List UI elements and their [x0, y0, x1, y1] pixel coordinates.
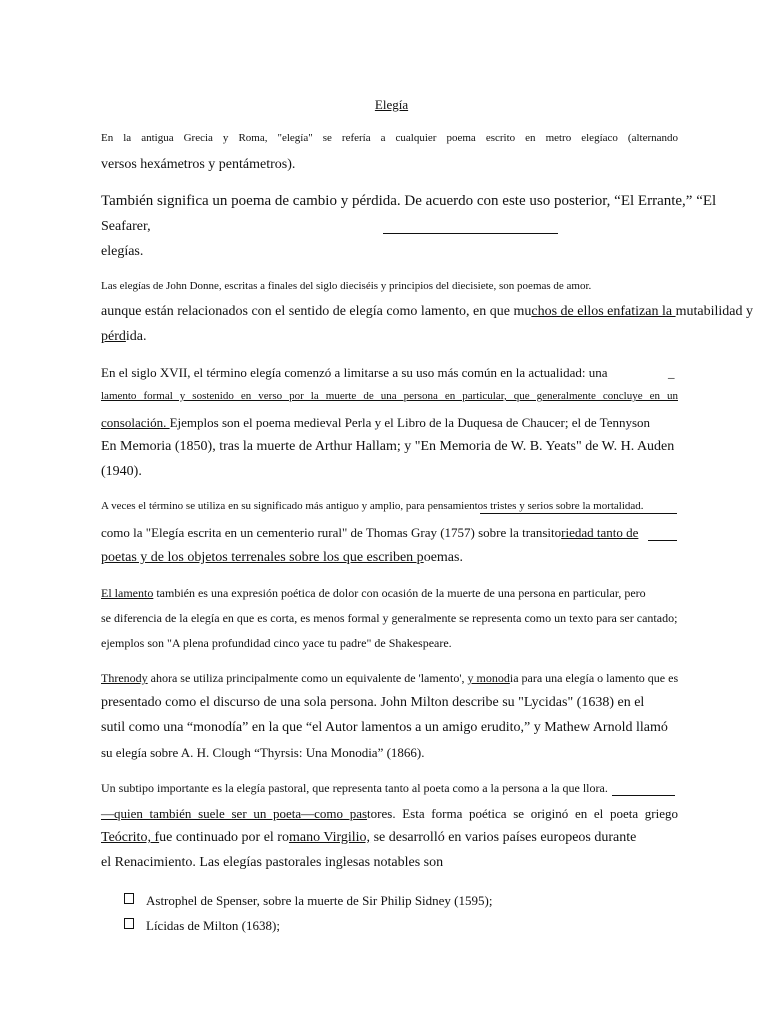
paragraph-7-line-3: sutil como una “monodía” en la que “el Autor lamentos a un amigo erudito,” y Mathew Arnold llamó: [101, 720, 668, 735]
paragraph-8-line-1-underline: [612, 795, 675, 796]
paragraph-7-line-4: su elegía sobre A. H. Clough “Thyrsis: Una Monodia” (1866).: [101, 745, 425, 760]
paragraph-2-line-2: Seafarer,: [101, 219, 151, 234]
paragraph-4-line-4: En Memoria (1850), tras la muerte de Arthur Hallam; y "En Memoria de W. B. Yeats" de W. H. Auden: [101, 439, 675, 454]
blank-mark: _: [668, 365, 675, 380]
paragraph-8-line-3-part-a: Teócrito, f: [101, 830, 160, 845]
paragraph-5-line-2-underline-extension: [648, 540, 677, 541]
bullet-box-icon: [124, 893, 134, 904]
paragraph-3-line-1: Las elegías de John Donne, escritas a finales del siglo dieciséis y principios del diecisiete, son poemas de amor.: [101, 280, 592, 292]
blank-underline: [383, 233, 558, 234]
paragraph-7-line-2: presentado como el discurso de una sola persona. John Milton describe su "Lycidas" (1638) en el: [101, 695, 645, 710]
paragraph-5-line-3-part-a: poetas y de los objetos terrenales sobre los que escriben p: [101, 550, 424, 565]
paragraph-6-line-1-part-a: El lamento: [101, 586, 154, 600]
paragraph-6-line-3: ejemplos son "A plena profundidad cinco yace tu padre" de Shakespeare.: [101, 636, 452, 650]
paragraph-3-line-2-part-a: aunque están relacionados con el sentido de elegía como lamento, en que mu: [101, 304, 532, 319]
paragraph-3-line-2-part-b: chos de ellos enfatizan la: [531, 304, 676, 319]
paragraph-5-line-3-part-b: oemas.: [423, 550, 463, 565]
paragraph-5-line-2-part-b: riedad tanto de: [561, 525, 639, 540]
paragraph-8-line-4: el Renacimiento. Las elegías pastorales inglesas notables son: [101, 855, 444, 870]
paragraph-8-line-1: Un subtipo importante es la elegía pastoral, que representa tanto al poeta como a la persona a la que llora.: [101, 781, 608, 795]
paragraph-2-line-3: elegías.: [101, 244, 144, 259]
paragraph-4-line-1: En el siglo XVII, el término elegía comenzó a limitarse a su uso más común en la actualidad: una: [101, 365, 608, 380]
paragraph-6-line-2: se diferencia de la elegía en que es corta, es menos formal y generalmente se representa como un texto para ser cantado;: [101, 611, 678, 625]
paragraph-3-line-3-part-b: ida.: [125, 329, 147, 344]
paragraph-1-line-1: En la antigua Grecia y Roma, "elegía" se refería a cualquier poema escrito en metro elegíaco (alternando: [101, 132, 678, 144]
paragraph-4-line-3-part-b: Ejemplos son el poema medieval Perla y el Libro de la Duquesa de Chaucer; el de Tennyson: [169, 415, 651, 430]
paragraph-5-line-2: [101, 526, 638, 539]
paragraph-4-line-2: lamento formal y sostenido en verso por la muerte de una persona en particular, que generalmente concluye en un: [101, 390, 678, 402]
paragraph-3-line-3-part-a: pérd: [101, 329, 126, 344]
paragraph-6-line-1: [101, 587, 646, 599]
paragraph-4-line-5: (1940).: [101, 464, 142, 479]
bullet-box-icon: [124, 918, 134, 929]
paragraph-5-line-2-part-a: como la "Elegía escrita en un cementerio rural" de Thomas Gray (1757) sobre la transito: [101, 525, 562, 540]
list-item: Astrophel de Spenser, sobre la muerte de Sir Philip Sidney (1595);: [146, 893, 493, 908]
paragraph-6-line-1-part-b: también es una expresión poética de dolor con ocasión de la muerte de una persona en particular, pero: [153, 586, 646, 600]
paragraph-8-line-2: [101, 807, 678, 820]
paragraph-7-line-1-part-b: ahora se utiliza principalmente como un equivalente de 'lamento',: [147, 671, 468, 685]
paragraph-5-line-1-underline: [480, 513, 677, 514]
paragraph-7-line-1-part-c: y monod: [467, 671, 510, 685]
paragraph-8-line-2-part-b: tores. Esta forma poética se originó en el poeta griego: [367, 806, 678, 821]
paragraph-8-line-2-part-a: —quien también suele ser un poeta—como pas: [101, 806, 368, 821]
paragraph-5-line-3: [101, 551, 463, 565]
paragraph-4-line-3: [101, 416, 650, 429]
paragraph-3-line-2: [101, 305, 753, 319]
paragraph-2-line-1: También significa un poema de cambio y pérdida. De acuerdo con este uso posterior, “El Errante,” “El: [101, 193, 717, 209]
list-item: Lícidas de Milton (1638);: [146, 918, 280, 933]
paragraph-3-line-3: [101, 330, 147, 344]
paragraph-4-line-3-part-a: consolación.: [101, 415, 170, 430]
paragraph-7-line-1: [101, 672, 678, 684]
paragraph-8-line-3-part-b: ue continuado por el ro: [159, 830, 289, 845]
paragraph-8-line-3: [101, 831, 636, 845]
paragraph-8-line-3-part-d: se desarrolló en varios países europeos durante: [370, 830, 637, 845]
paragraph-3-line-2-part-c: mutabilidad y: [675, 304, 753, 319]
document-title: Elegía: [374, 97, 409, 112]
paragraph-7-line-1-part-a: Threnody: [101, 671, 148, 685]
paragraph-1-line-2: versos hexámetros y pentámetros).: [101, 157, 296, 172]
paragraph-5-line-1: A veces el término se utiliza en su significado más antiguo y amplio, para pensamientos tristes y serios sobre la mortalidad.: [101, 500, 644, 512]
paragraph-7-line-1-part-d: ia para una elegía o lamento que es: [509, 671, 679, 685]
paragraph-8-line-3-part-c: mano Virgilio,: [288, 830, 371, 845]
